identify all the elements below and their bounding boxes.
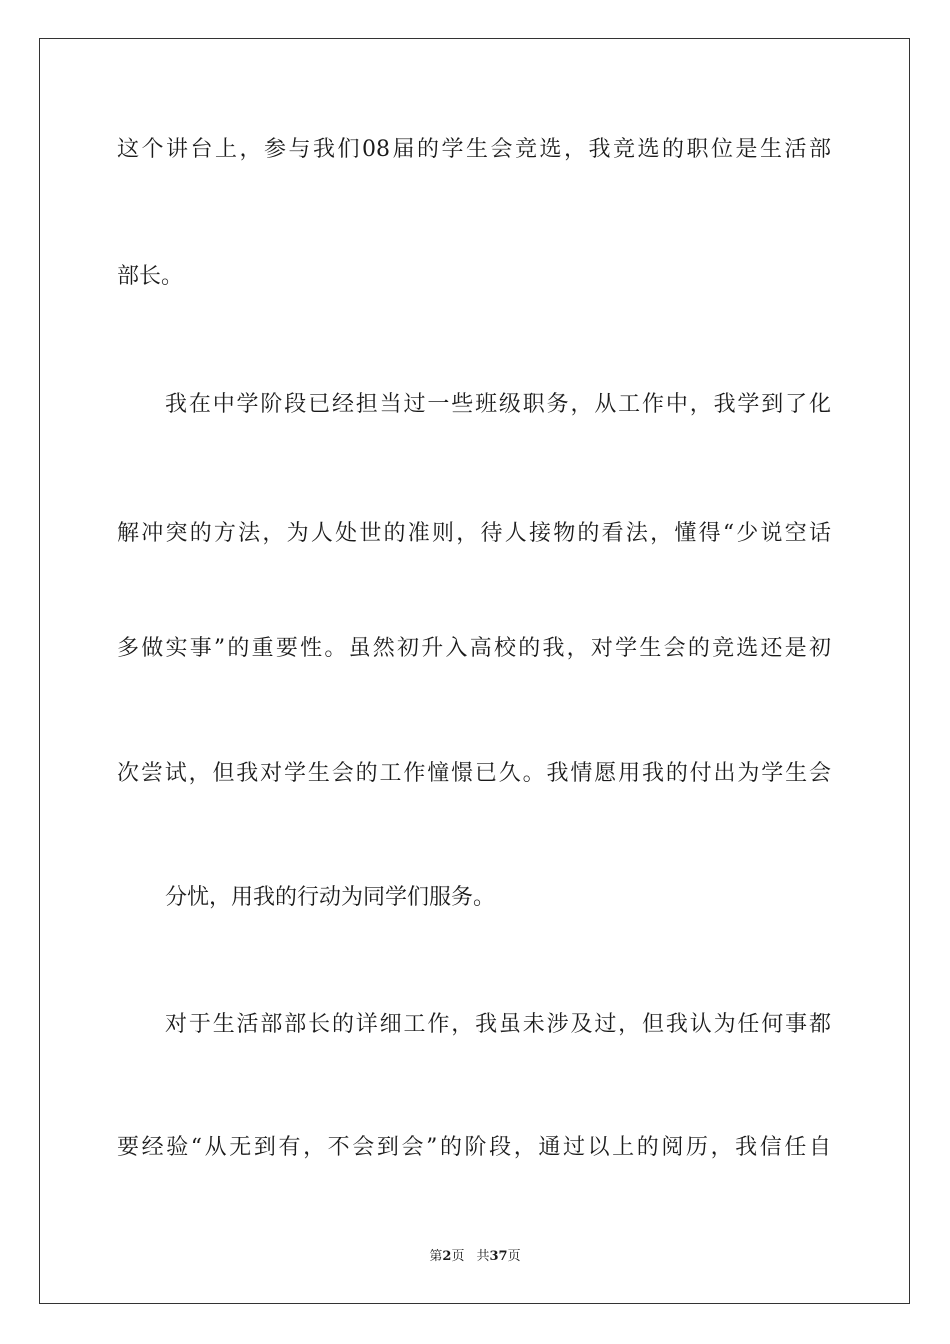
footer-page-prefix: 第 [429, 1249, 443, 1264]
page-footer [0, 1248, 950, 1266]
text-line-7: 分忧，用我的行动为同学们服务。 [165, 885, 496, 910]
text-line-9: 要经验“从无到有，不会到会”的阶段，通过以上的阅历，我信任自 [117, 1135, 831, 1160]
text-line-1: 这个讲台上，参与我们08届的学生会竞选，我竞选的职位是生活部 [117, 137, 831, 162]
text-line-6: 次尝试，但我对学生会的工作憧憬已久。我情愿用我的付出为学生会 [117, 761, 831, 786]
text-line-4: 解冲突的方法，为人处世的准则，待人接物的看法，懂得“少说空话 [117, 521, 831, 546]
page-frame [39, 38, 910, 1304]
footer-page-suffix: 页 [451, 1249, 465, 1264]
footer-total-prefix: 共 [476, 1249, 490, 1264]
footer-total-pages: 37 [489, 1249, 508, 1264]
text-line-2: 部长。 [117, 264, 184, 289]
footer-total-suffix: 页 [507, 1249, 521, 1264]
footer-page-number: 2 [442, 1249, 452, 1264]
text-line-3: 我在中学阶段已经担当过一些班级职务，从工作中，我学到了化 [165, 392, 831, 417]
text-line-8: 对于生活部部长的详细工作，我虽未涉及过，但我认为任何事都 [165, 1012, 831, 1037]
text-line-5: 多做实事”的重要性。虽然初升入高校的我，对学生会的竞选还是初 [117, 636, 831, 661]
